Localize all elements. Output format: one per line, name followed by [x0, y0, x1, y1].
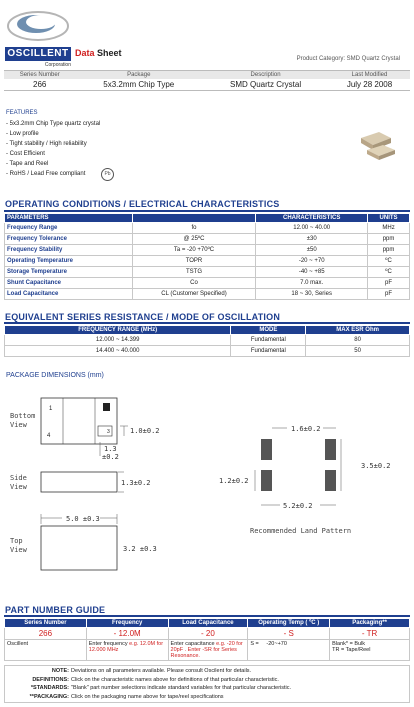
series-value: 266 — [4, 79, 75, 91]
pad-2 — [103, 403, 110, 411]
table-cell: ±30 — [256, 234, 368, 245]
table-row — [5, 245, 410, 256]
packaging-tape-reel: TR = Tape/Reel — [332, 647, 371, 653]
land-pad — [261, 470, 272, 491]
side-view-label-2: View — [10, 483, 27, 491]
side-view-label-1: Side — [10, 474, 27, 482]
logo-swirl-icon — [5, 8, 71, 42]
operating-section-title: OPERATING CONDITIONS / ELECTRICAL CHARACTERISTICS — [5, 199, 280, 209]
land-pad — [325, 470, 336, 491]
section-divider — [4, 210, 410, 212]
table-cell: -40 ~ +85 — [256, 267, 368, 278]
table-cell: ±50 — [256, 245, 368, 256]
length-dimension: 5.0 ±0.3 — [66, 515, 100, 523]
note-key: DEFINITIONS: — [32, 676, 69, 683]
note-text: Click on the packaging name above for tape/reel specifications — [71, 693, 224, 700]
parameter-name-link[interactable]: Operating Temperature — [5, 256, 133, 267]
packaging-bulk: Blank* = Bulk — [332, 641, 366, 647]
esr-table — [4, 325, 410, 357]
pad-label-1: 1 — [49, 406, 53, 412]
section-divider — [4, 615, 410, 617]
bottom-view-label-2: View — [10, 421, 27, 429]
col-frequency-range: FREQUENCY RANGE (MHz) — [5, 326, 231, 335]
note-text: Click on the characteristic names above for definitions of that particular characteristic. — [71, 676, 279, 683]
pad-gap-tolerance: ±0.2 — [102, 453, 119, 461]
operating-table — [4, 213, 410, 300]
modified-header: Last Modified — [329, 71, 410, 79]
page-title — [75, 48, 122, 58]
land-pattern-caption: Recommended Land Pattern — [250, 527, 352, 535]
note-line — [5, 667, 409, 676]
note-key: **PACKAGING: — [29, 693, 69, 700]
height-dimension: 1.3±0.2 — [121, 479, 151, 487]
col-parameters: PARAMETERS — [5, 214, 133, 223]
bottom-view-label-1: Bottom — [10, 412, 36, 420]
crystal-chip-image — [353, 128, 398, 162]
side-view-body — [41, 472, 117, 492]
table-cell: 50 — [306, 346, 410, 357]
table-cell: 14.400 ~ 40.000 — [5, 346, 231, 357]
logo-wordmark: OSCILLENT — [5, 47, 71, 61]
col-characteristics: CHARACTERISTICS — [256, 214, 368, 223]
table-cell: ppm — [368, 234, 410, 245]
table-cell: 12.000 ~ 14.399 — [5, 335, 231, 346]
frequency-description — [86, 640, 168, 661]
package-value: 5x3.2mm Chip Type — [75, 79, 202, 91]
feature-item: - Tape and Reel — [6, 161, 49, 167]
table-row — [5, 267, 410, 278]
parameter-name-link[interactable]: Frequency Tolerance — [5, 234, 133, 245]
col-units: UNITS — [368, 214, 410, 223]
series-header: Series Number — [4, 71, 75, 79]
esr-rows — [5, 335, 410, 357]
table-cell: @ 25ºC — [132, 234, 256, 245]
note-line — [5, 684, 409, 693]
package-header: Package — [75, 71, 202, 79]
table-cell: Ta = -20 +70ºC — [132, 245, 256, 256]
section-divider — [4, 322, 410, 324]
temp-description — [248, 640, 330, 661]
table-cell: TSTG — [132, 267, 256, 278]
load-example: e.g. -20 for 20pF . Enter -SR for Series Resonance. — [170, 641, 243, 659]
col-series-number: Series Number — [5, 619, 87, 628]
table-cell: 18 ~ 30, Series — [256, 289, 368, 300]
note-key: *STANDARDS: — [30, 685, 69, 691]
temp-code: S = — [250, 641, 259, 647]
table-row — [5, 223, 410, 234]
table-row — [5, 256, 410, 267]
table-cell: CL (Customer Specified) — [132, 289, 256, 300]
code-packaging: - TR — [330, 628, 410, 640]
code-frequency: - 12.0M — [86, 628, 168, 640]
code-temp: - S — [248, 628, 330, 640]
package-dimensions-title: PACKAGE DIMENSIONS (mm) — [6, 372, 104, 379]
table-cell: -20 ~ +70 — [256, 256, 368, 267]
parameter-name-link[interactable]: Frequency Range — [5, 223, 133, 234]
col-packaging[interactable]: Packaging** — [330, 619, 410, 628]
table-cell: pF — [368, 289, 410, 300]
frequency-example: e.g. 12.0M for 12.000 MHz — [88, 641, 164, 653]
series-info-table — [4, 70, 410, 91]
col-frequency: Frequency — [86, 619, 168, 628]
rohs-badge-icon: Pb — [101, 168, 114, 181]
table-row — [5, 278, 410, 289]
width-dimension: 3.2 ±0.3 — [123, 545, 157, 553]
load-description — [168, 640, 248, 661]
table-cell: ppm — [368, 245, 410, 256]
parameter-name-link[interactable]: Shunt Capacitance — [5, 278, 133, 289]
col-condition — [132, 214, 256, 223]
pad-width-dimension: 1.0±0.2 — [130, 427, 160, 435]
note-text: Deviations on all parameters available. Please consult Oscilent for details. — [71, 668, 252, 674]
top-view-label-1: Top — [10, 537, 23, 545]
table-row — [5, 289, 410, 300]
col-operating-temp[interactable]: Operating Temp ( ºC ) — [248, 619, 330, 628]
table-cell: Fundamental — [231, 346, 306, 357]
land-span-width-dimension: 5.2±0.2 — [283, 502, 313, 510]
pad-gap-dimension: 1.3 — [104, 445, 117, 453]
col-max-esr: MAX ESR Ohm — [306, 326, 410, 335]
notes-block — [4, 665, 410, 703]
temp-range: -20~+70 — [266, 641, 287, 647]
parameter-name-link[interactable]: Load Capacitance — [5, 289, 133, 300]
top-view-body — [41, 526, 117, 570]
col-mode: MODE — [231, 326, 306, 335]
parameter-name-link[interactable]: Storage Temperature — [5, 267, 133, 278]
packaging-description — [330, 640, 410, 661]
title-word-data: Data — [75, 48, 95, 58]
description-value: SMD Quartz Crystal — [202, 79, 329, 91]
table-cell: TOPR — [132, 256, 256, 267]
table-row — [5, 234, 410, 245]
title-word-sheet: Sheet — [97, 48, 122, 58]
note-text: "Blank" part number selections indicate standard variables for that particular characteristic. — [71, 685, 292, 691]
land-pad — [261, 439, 272, 460]
col-load-capacitance: Load Capacitance — [168, 619, 248, 628]
table-cell: 80 — [306, 335, 410, 346]
load-description-text: Enter capacitance — [170, 641, 215, 647]
company-logo — [5, 8, 71, 68]
top-view-label-2: View — [10, 546, 27, 554]
part-number-section-title: PART NUMBER GUIDE — [5, 605, 106, 615]
feature-item: - Cost Efficient — [6, 151, 45, 157]
description-header: Description — [202, 71, 329, 79]
note-line — [5, 676, 409, 685]
brand-cell: Oscillent — [5, 640, 87, 661]
feature-item: - RoHS / Lead Free compliant — [6, 171, 86, 177]
product-category: Product Category: SMD Quartz Crystal — [296, 56, 400, 62]
pad-label-3: 3 — [107, 429, 110, 435]
feature-item: - Tight stability / High reliability — [6, 141, 87, 147]
frequency-description-text: Enter frequency — [88, 641, 128, 647]
note-line — [5, 693, 409, 702]
table-cell: fo — [132, 223, 256, 234]
table-cell: ºC — [368, 256, 410, 267]
note-key: NOTE: — [51, 668, 69, 674]
table-cell: 12.00 ~ 40.00 — [256, 223, 368, 234]
pad-label-4: 4 — [47, 433, 51, 439]
table-cell: ºC — [368, 267, 410, 278]
code-load: - 20 — [168, 628, 248, 640]
feature-item: - Low profile — [6, 131, 39, 137]
operating-rows — [5, 223, 410, 300]
land-pad-height-dimension: 1.2±0.2 — [219, 477, 249, 485]
pad-3 — [98, 426, 112, 436]
features-list — [6, 119, 100, 179]
land-span-height-dimension: 3.5±0.2 — [361, 462, 391, 470]
table-cell: MHz — [368, 223, 410, 234]
parameter-name-link[interactable]: Frequency Stability — [5, 245, 133, 256]
table-cell: Fundamental — [231, 335, 306, 346]
logo-subtitle: Corporation — [44, 62, 71, 68]
table-cell: 7.0 max. — [256, 278, 368, 289]
code-series: 266 — [5, 628, 87, 640]
land-pad — [325, 439, 336, 460]
table-cell: pF — [368, 278, 410, 289]
land-pad-width-dimension: 1.6±0.2 — [291, 425, 321, 433]
table-row — [5, 346, 410, 357]
package-dimensions-drawing — [0, 390, 414, 600]
esr-section-title: EQUIVALENT SERIES RESISTANCE / MODE OF OSCILLATION — [5, 312, 281, 322]
features-heading: FEATURES — [6, 110, 38, 116]
feature-item: - 5x3.2mm Chip Type quartz crystal — [6, 121, 101, 127]
table-row — [5, 335, 410, 346]
part-number-table — [4, 618, 410, 661]
table-cell: Co — [132, 278, 256, 289]
modified-value: July 28 2008 — [329, 79, 410, 91]
